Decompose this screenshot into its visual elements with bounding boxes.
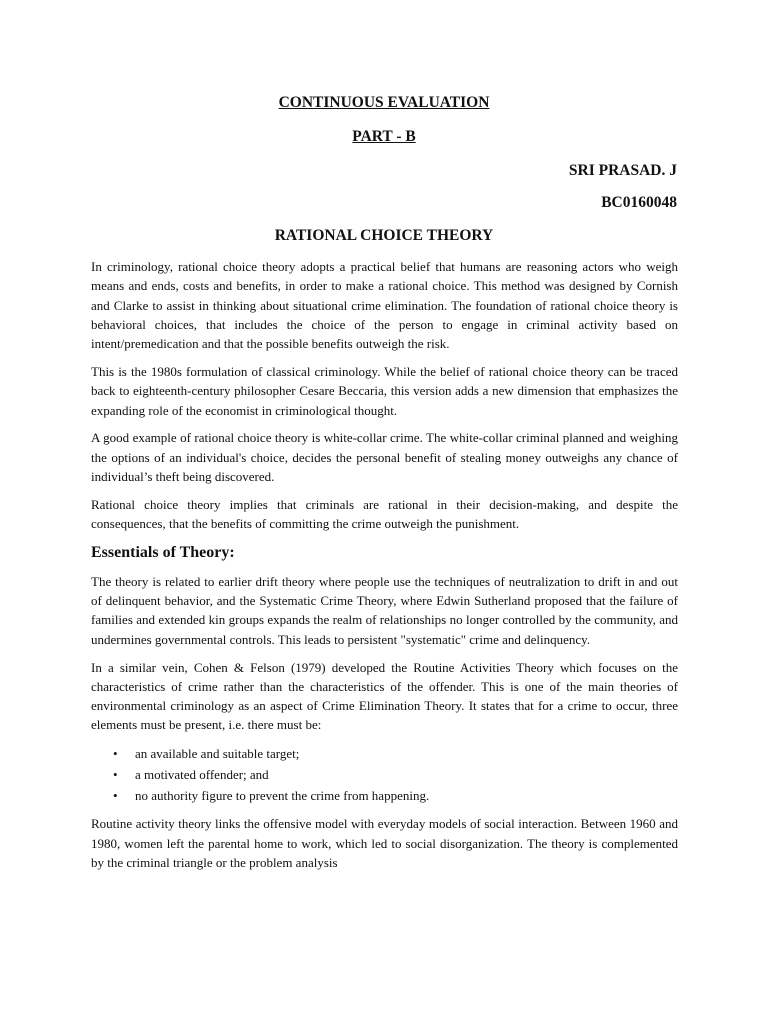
paragraph: Routine activity theory links the offensive model with everyday models of social interaction. Between 1960 and 1980, women left the parental home to work, which led to social disorganization. The theory is complemented by the criminal triangle or the problem analysis	[91, 816, 678, 870]
paragraph: A good example of rational choice theory is white-collar crime. The white-collar criminal planned and weighing the options of an individual's choice, decides the personal benefit of stealing money outweighs any chance of individual’s theft being discovered.	[91, 430, 678, 484]
list-item: • an available and suitable target;	[91, 743, 678, 764]
document-body	[91, 257, 678, 881]
list-item: • no authority figure to prevent the crime from happening.	[91, 785, 678, 806]
author-name: SRI PRASAD. J	[568, 162, 677, 179]
subheading: Essentials of Theory:	[91, 543, 235, 561]
roll-number: BC0160048	[601, 194, 677, 211]
list-item: • a motivated offender; and	[91, 764, 678, 785]
document-title: CONTINUOUS EVALUATION	[278, 94, 490, 111]
part-label: PART - B	[352, 128, 416, 145]
bullet-list	[91, 743, 678, 806]
section-heading: RATIONAL CHOICE THEORY	[274, 227, 494, 244]
paragraph: This is the 1980s formulation of classical criminology. While the belief of rational choice theory can be traced back to eighteenth-century philosopher Cesare Beccaria, this version adds a new dimension that emphasizes the expanding role of the economist in criminological thought.	[91, 363, 678, 418]
paragraph: Rational choice theory implies that criminals are rational in their decision-making, and despite the consequences, that the benefits of committing the crime outweigh the punishment.	[91, 496, 678, 532]
paragraph: In a similar vein, Cohen & Felson (1979) developed the Routine Activities Theory which focuses on the characteristics of crime rather than the characteristics of the offender. This is one of the main theories of environmental criminology as an aspect of Crime Elimination Theory. It states that for a crime to occur, three elements must be present, i.e. there must be:	[91, 659, 678, 733]
paragraph: The theory is related to earlier drift theory where people use the techniques of neutralization to drift in and out of delinquent behavior, and the Systematic Crime Theory, where Edwin Sutherland proposed that the failure of families and extended kin groups expands the realm of relationships no longer controlled by the community, and undermines governmental controls. This leads to persistent "systematic" crime and delinquency.	[91, 573, 678, 647]
paragraph: In criminology, rational choice theory adopts a practical belief that humans are reasoning actors who weigh means and ends, costs and benefits, in order to make a rational choice. This method was designed by Cornish and Clarke to assist in thinking about situational crime elimination. The foundation of rational choice theory is behavioral choices, that includes the choice of the person to engage in criminal activity based on intent/premedication and that the possible benefits outweigh the risk.	[91, 259, 678, 352]
